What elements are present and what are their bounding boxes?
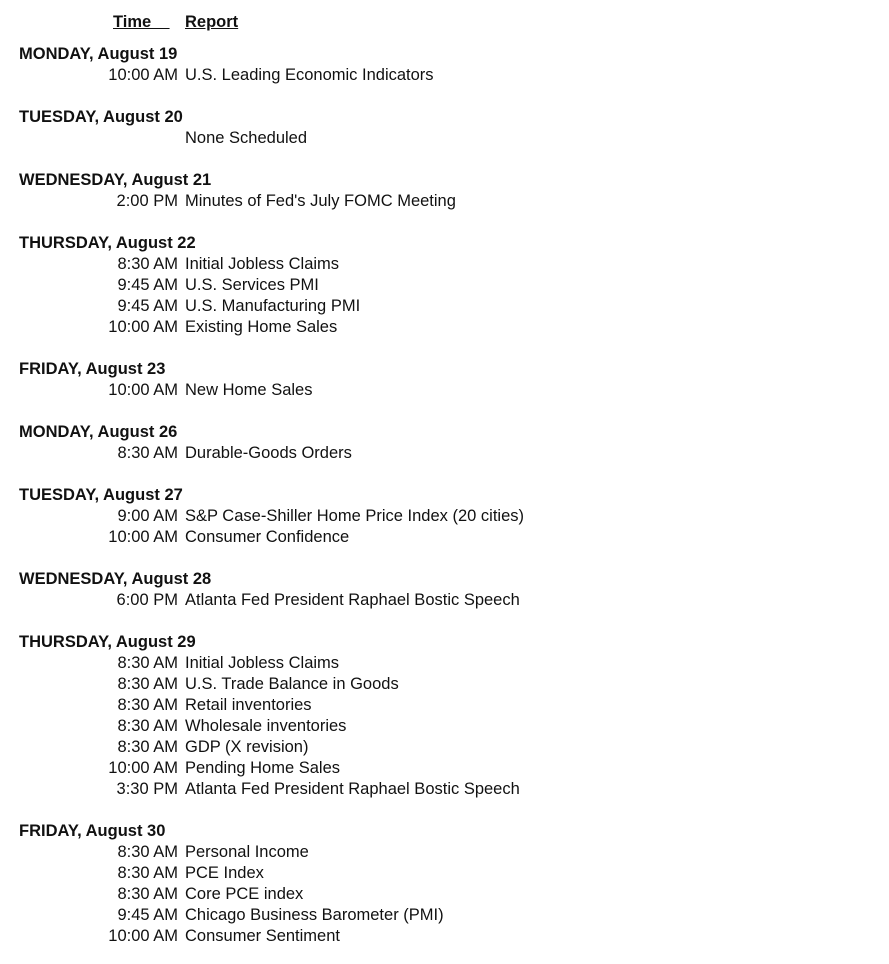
event-row — [0, 884, 889, 905]
day-title: MONDAY, August 26 — [19, 423, 178, 441]
event-row — [0, 653, 889, 674]
event-row — [0, 506, 889, 527]
event-time: 10:00 AM — [108, 759, 178, 777]
event-report: Atlanta Fed President Raphael Bostic Speech — [185, 780, 520, 798]
event-report: None Scheduled — [185, 129, 308, 147]
event-time: 8:30 AM — [117, 444, 178, 462]
event-row — [0, 65, 889, 86]
day-section — [0, 233, 889, 348]
event-report: Pending Home Sales — [185, 759, 341, 777]
event-report: Initial Jobless Claims — [185, 255, 340, 273]
event-time: 9:00 AM — [117, 507, 178, 525]
event-report: U.S. Trade Balance in Goods — [185, 675, 399, 693]
event-time: 8:30 AM — [117, 843, 178, 861]
event-row — [0, 317, 889, 338]
event-row — [0, 779, 889, 800]
event-time: 9:45 AM — [117, 906, 178, 924]
event-report: Consumer Sentiment — [185, 927, 340, 945]
event-row — [0, 296, 889, 317]
day-title: THURSDAY, August 22 — [19, 234, 196, 252]
event-row — [0, 842, 889, 863]
event-report: PCE Index — [185, 864, 264, 882]
event-report: Chicago Business Barometer (PMI) — [185, 906, 444, 924]
day-section — [0, 359, 889, 411]
event-time: 8:30 AM — [117, 675, 178, 693]
day-section — [0, 821, 889, 957]
day-section — [0, 422, 889, 474]
event-report: Wholesale inventories — [185, 717, 347, 735]
event-row — [0, 254, 889, 275]
event-time: 10:00 AM — [108, 927, 178, 945]
day-list — [0, 44, 889, 957]
event-report: S&P Case-Shiller Home Price Index (20 cities) — [185, 507, 524, 525]
event-time: 10:00 AM — [108, 318, 178, 336]
event-row — [0, 695, 889, 716]
day-section — [0, 44, 889, 96]
event-row — [0, 128, 889, 149]
day-section — [0, 569, 889, 621]
event-row — [0, 527, 889, 548]
event-row — [0, 926, 889, 947]
event-time: 8:30 AM — [117, 255, 178, 273]
event-time: 3:30 PM — [116, 780, 178, 798]
event-time: 8:30 AM — [117, 696, 178, 714]
event-row — [0, 590, 889, 611]
event-row — [0, 905, 889, 926]
event-time: 2:00 PM — [116, 192, 178, 210]
event-report: Minutes of Fed's July FOMC Meeting — [185, 192, 456, 210]
event-time: 8:30 AM — [117, 717, 178, 735]
event-report: Core PCE index — [185, 885, 304, 903]
day-section — [0, 632, 889, 810]
event-row — [0, 380, 889, 401]
day-title: WEDNESDAY, August 28 — [19, 570, 212, 588]
event-time: 9:45 AM — [117, 276, 178, 294]
event-report: New Home Sales — [185, 381, 313, 399]
event-time: 6:00 PM — [116, 591, 178, 609]
event-time: 9:45 AM — [117, 297, 178, 315]
event-report: Atlanta Fed President Raphael Bostic Speech — [185, 591, 520, 609]
day-title: MONDAY, August 19 — [19, 45, 178, 63]
day-title: FRIDAY, August 23 — [19, 360, 166, 378]
day-title: WEDNESDAY, August 21 — [19, 171, 212, 189]
economic-calendar — [0, 12, 889, 957]
event-time: 8:30 AM — [117, 654, 178, 672]
day-title: THURSDAY, August 29 — [19, 633, 196, 651]
day-section — [0, 485, 889, 558]
event-report: Personal Income — [185, 843, 309, 861]
event-time: 8:30 AM — [117, 864, 178, 882]
day-section — [0, 107, 889, 159]
event-report: GDP (X revision) — [185, 738, 309, 756]
event-report: Durable-Goods Orders — [185, 444, 352, 462]
event-time: 10:00 AM — [108, 381, 178, 399]
event-row — [0, 737, 889, 758]
day-title: FRIDAY, August 30 — [19, 822, 166, 840]
time-column-header: Time — [113, 13, 170, 31]
event-report: Initial Jobless Claims — [185, 654, 340, 672]
event-row — [0, 674, 889, 695]
event-report: Retail inventories — [185, 696, 312, 714]
event-report: Consumer Confidence — [185, 528, 350, 546]
event-row — [0, 716, 889, 737]
day-title: TUESDAY, August 20 — [19, 108, 183, 126]
report-column-header: Report — [185, 13, 239, 31]
event-time: 8:30 AM — [117, 738, 178, 756]
event-report: U.S. Services PMI — [185, 276, 319, 294]
event-row — [0, 191, 889, 212]
event-row — [0, 758, 889, 779]
event-row — [0, 443, 889, 464]
event-report: Existing Home Sales — [185, 318, 338, 336]
event-row — [0, 275, 889, 296]
day-title: TUESDAY, August 27 — [19, 486, 183, 504]
event-time: 10:00 AM — [108, 528, 178, 546]
event-report: U.S. Leading Economic Indicators — [185, 66, 434, 84]
event-time: 10:00 AM — [108, 66, 178, 84]
day-section — [0, 170, 889, 222]
event-report: U.S. Manufacturing PMI — [185, 297, 361, 315]
event-time: 8:30 AM — [117, 885, 178, 903]
column-header-row — [0, 12, 889, 33]
event-row — [0, 863, 889, 884]
